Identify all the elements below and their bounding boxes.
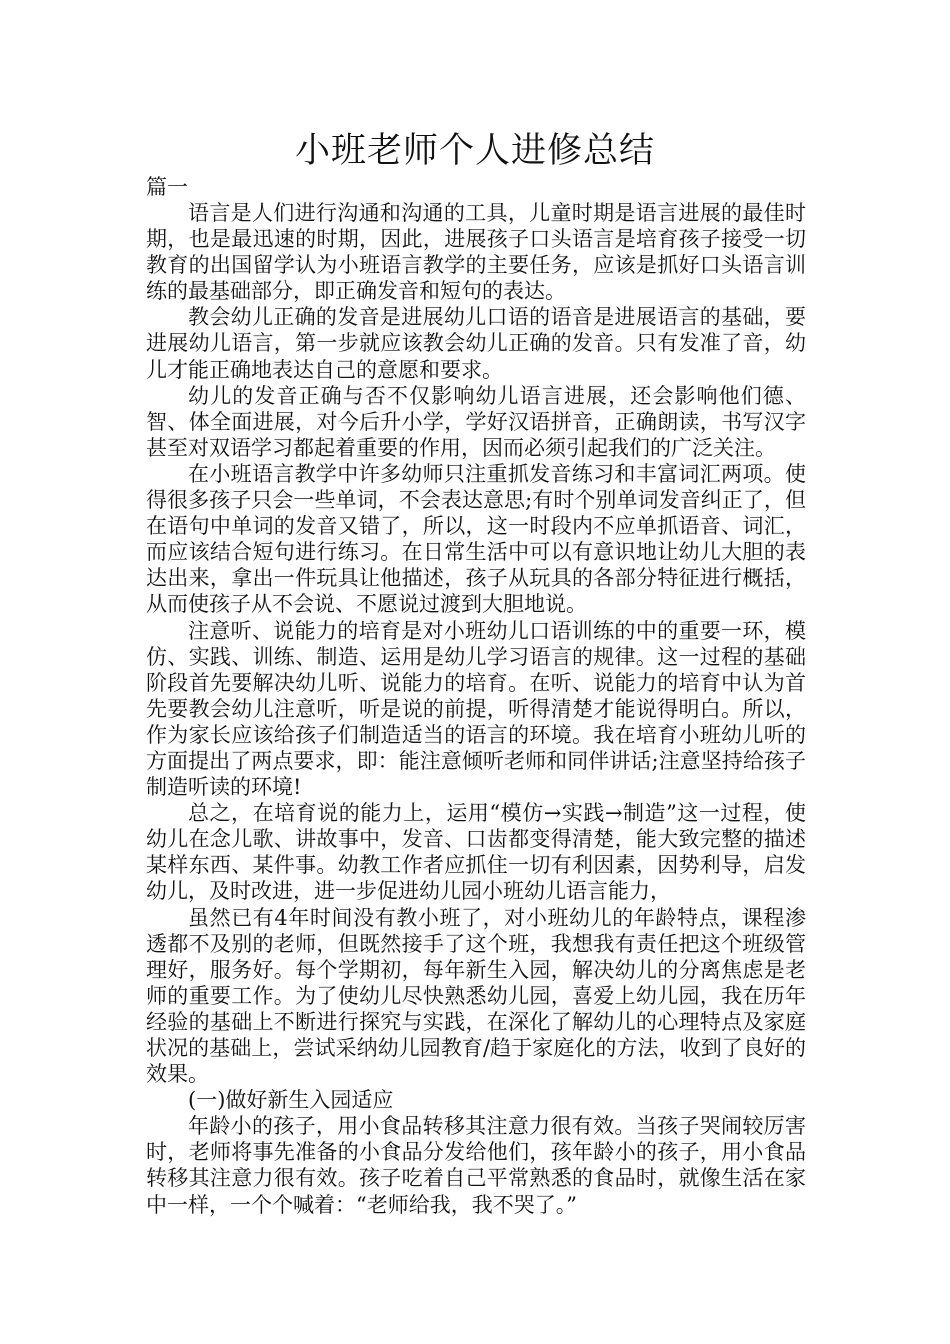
paragraph: 幼儿的发音正确与否不仅影响幼儿语言进展，还会影响他们德、智、体全面进展，对今后升小学，学好汉语拼音，正确朗读，书写汉字甚至对双语学习都起着重要的作用，因而必须引起我们的广泛关注。 [146,383,806,460]
paragraph: 注意听、说能力的培育是对小班幼儿口语训练的中的重要一环，模仿、实践、训练、制造、运用是幼儿学习语言的规律。这一过程的基础阶段首先要解决幼儿听、说能力的培育。在听、说能力的培育中认为首先要教会幼儿注意听，听是说的前提，听得清楚才能说得明白。所以，作为家长应该给孩子们制造适当的语言的环境。我在培育小班幼儿听的方面提出了两点要求，即：能注意倾听老师和同伴讲话;注意坚持给孩子制造听读的环境! [146,618,806,800]
paragraph: 年龄小的孩子，用小食品转移其注意力很有效。当孩子哭闹较厉害时，老师将事先准备的小食品分发给他们，孩年龄小的孩子，用小食品转移其注意力很有效。孩子吃着自己平常熟悉的食品时，就像生活在家中一样，一个个喊着：“老师给我，我不哭了。” [146,1114,806,1217]
paragraph: 虽然已有4年时间没有教小班了，对小班幼儿的年龄特点，课程渗透都不及别的老师，但既然接手了这个班，我想我有责任把这个班级管理好，服务好。每个学期初，每年新生入园，解决幼儿的分离焦虑是老师的重要工作。为了使幼儿尽快熟悉幼儿园，喜爱上幼儿园，我在历年经验的基础上不断进行探究与实践，在深化了解幼儿的心理特点及家庭状况的基础上，尝试采纳幼儿园教育/趋于家庭化的方法，收到了良好的效果。 [146,905,806,1087]
paragraph: 在小班语言教学中许多幼师只注重抓发音练习和丰富词汇两项。使得很多孩子只会一些单词，不会表达意思;有时个别单词发音纠正了，但在语句中单词的发音又错了，所以，这一时段内不应单抓语音、词汇，而应该结合短句进行练习。在日常生活中可以有意识地让幼儿大胆的表达出来，拿出一件玩具让他描述，孩子从玩具的各部分特征进行概括，从而使孩子从不会说、不愿说过渡到大胆地说。 [146,461,806,617]
paragraph: 语言是人们进行沟通和沟通的工具，儿童时期是语言进展的最佳时期，也是最迅速的时期，因此，进展孩子口头语言是培育孩子接受一切教育的出国留学认为小班语言教学的主要任务，应该是抓好口头语言训练的最基础部分，即正确发音和短句的表达。 [146,201,806,304]
document-body [146,200,806,1218]
subheading: (一)做好新生入园适应 [188,1088,394,1113]
paragraph: 总之，在培育说的能力上，运用“模仿→实践→制造”这一过程，使幼儿在念儿歌、讲故事中，发音、口齿都变得清楚，能大致完整的描述某样东西、某件事。幼教工作者应抓住一切有利因素，因势利导，启发幼儿，及时改进，进一步促进幼儿园小班幼儿语言能力， [146,801,806,904]
document-title: 小班老师个人进修总结 [294,131,655,171]
section-label: 篇一 [146,175,188,199]
paragraph: 教会幼儿正确的发音是进展幼儿口语的语音是进展语言的基础，要进展幼儿语言，第一步就应该教会幼儿正确的发音。只有发准了音，幼儿才能正确地表达自己的意愿和要求。 [146,305,806,382]
